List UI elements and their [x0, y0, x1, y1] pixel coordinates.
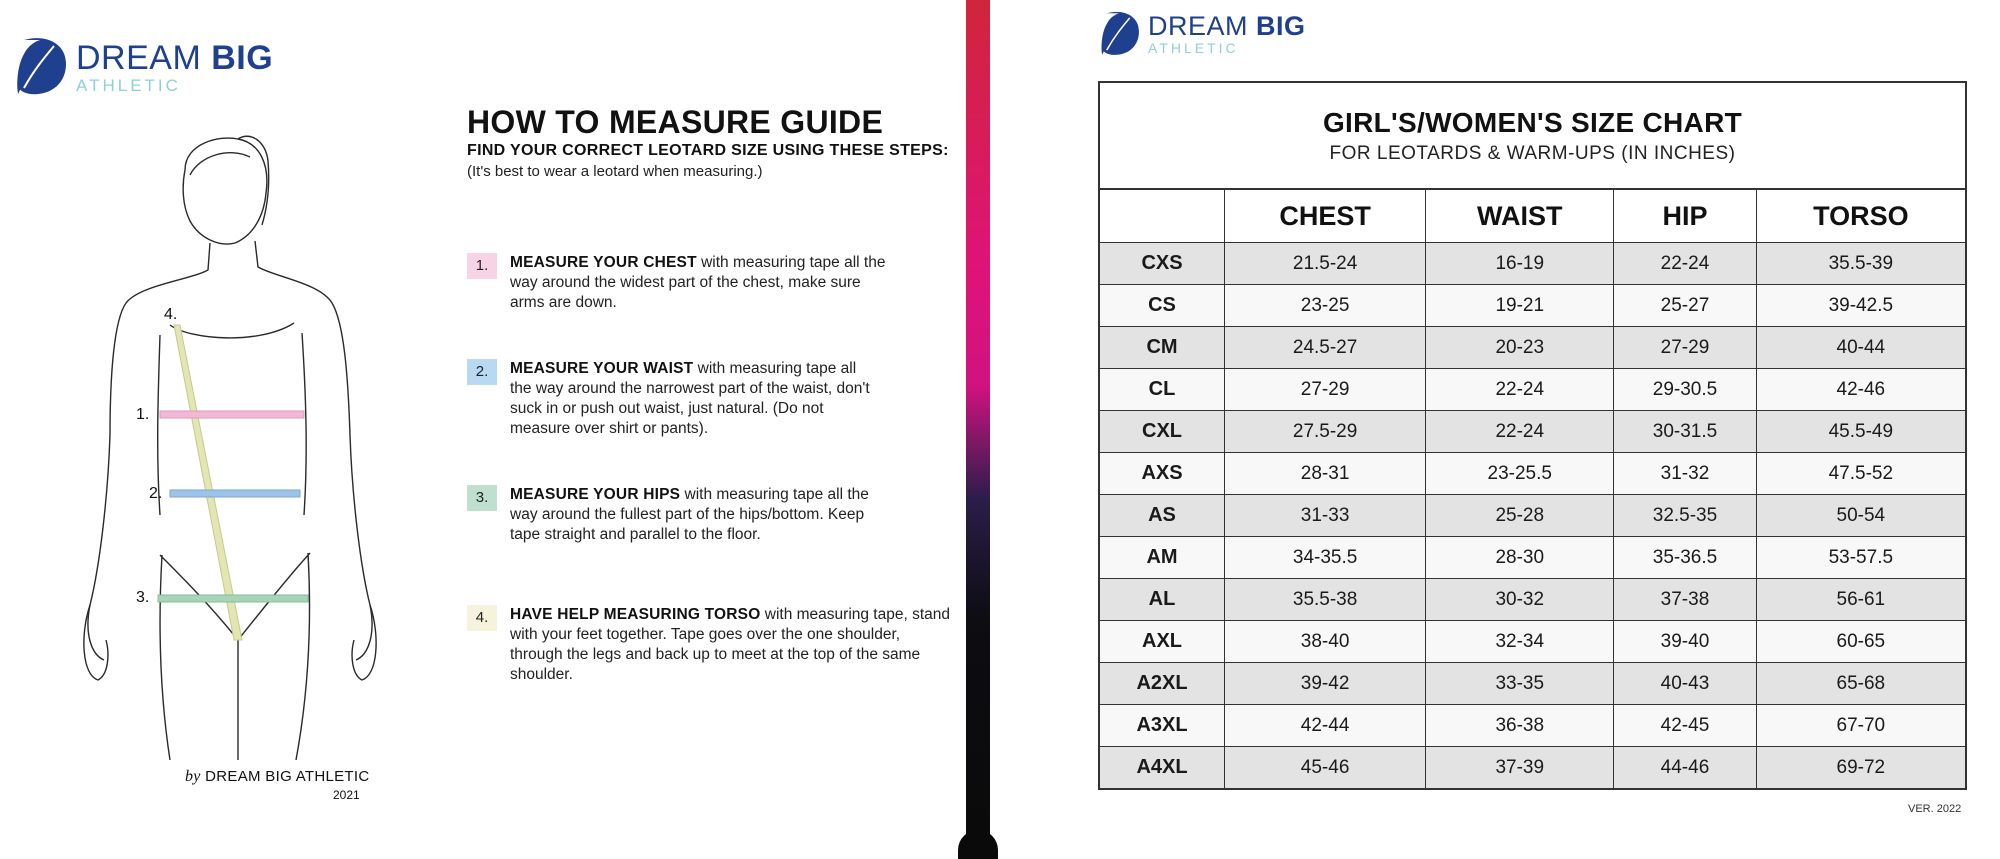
size-cell: AS — [1100, 495, 1225, 537]
size-table-row — [1100, 327, 1965, 369]
measurement-cell: 40-44 — [1756, 327, 1965, 369]
size-cell: A2XL — [1100, 663, 1225, 705]
chest-tape — [160, 411, 304, 418]
leotard-figure-illustration — [70, 135, 410, 770]
credit-name: DREAM BIG ATHLETIC — [205, 768, 370, 785]
logo-subline: ATHLETIC — [76, 75, 181, 95]
measurement-cell: 27-29 — [1225, 369, 1426, 411]
size-cell: CXL — [1100, 411, 1225, 453]
figure-label-torso: 4. — [164, 306, 178, 323]
body-outline — [84, 136, 376, 760]
measurement-cell: 29-30.5 — [1614, 369, 1756, 411]
measurement-cell: 25-28 — [1426, 495, 1614, 537]
size-table-row — [1100, 663, 1965, 705]
guide-note: (It's best to wear a leotard when measuring.) — [467, 163, 763, 180]
measure-guide-panel — [0, 0, 966, 859]
measurement-cell: 69-72 — [1756, 747, 1965, 789]
size-chart-header — [1100, 83, 1965, 190]
column-header-waist: WAIST — [1426, 190, 1614, 243]
size-cell: AXS — [1100, 453, 1225, 495]
column-header-size — [1100, 190, 1225, 243]
measurement-cell: 67-70 — [1756, 705, 1965, 747]
measurement-cell: 34-35.5 — [1225, 537, 1426, 579]
measurement-cell: 40-43 — [1614, 663, 1756, 705]
step-chest — [467, 253, 890, 313]
measurement-cell: 31-32 — [1614, 453, 1756, 495]
figure-label-chest: 1. — [136, 406, 150, 423]
logo-word-dream: DREAM — [76, 38, 202, 77]
measurement-cell: 21.5-24 — [1225, 243, 1426, 285]
step-torso — [467, 605, 955, 685]
measurement-cell: 35-36.5 — [1614, 537, 1756, 579]
measurement-cell: 20-23 — [1426, 327, 1614, 369]
measurement-cell: 45-46 — [1225, 747, 1426, 789]
column-header-chest: CHEST — [1225, 190, 1426, 243]
step-heading: MEASURE YOUR WAIST — [510, 360, 694, 377]
measurement-cell: 37-39 — [1426, 747, 1614, 789]
measurement-cell: 60-65 — [1756, 621, 1965, 663]
size-table-row — [1100, 537, 1965, 579]
measurement-cell: 28-30 — [1426, 537, 1614, 579]
step-number: 3. — [467, 485, 497, 511]
size-table — [1100, 190, 1965, 788]
measurement-cell: 24.5-27 — [1225, 327, 1426, 369]
measurement-cell: 30-32 — [1426, 579, 1614, 621]
page-divider — [966, 0, 990, 859]
feather-logo-icon — [1096, 8, 1142, 60]
measurement-cell: 27-29 — [1614, 327, 1756, 369]
measurement-cell: 25-27 — [1614, 285, 1756, 327]
size-table-row — [1100, 285, 1965, 327]
measurement-cell: 31-33 — [1225, 495, 1426, 537]
step-number: 2. — [467, 359, 497, 385]
measurement-cell: 53-57.5 — [1756, 537, 1965, 579]
measurement-cell: 36-38 — [1426, 705, 1614, 747]
size-cell: A4XL — [1100, 747, 1225, 789]
measurement-cell: 33-35 — [1426, 663, 1614, 705]
measurement-cell: 27.5-29 — [1225, 411, 1426, 453]
page-divider-foot — [958, 830, 998, 859]
logo-word-dream: DREAM — [1148, 11, 1249, 41]
measurement-cell: 32.5-35 — [1614, 495, 1756, 537]
size-cell: AL — [1100, 579, 1225, 621]
size-table-row — [1100, 495, 1965, 537]
torso-tape — [174, 325, 242, 640]
measurement-cell: 39-40 — [1614, 621, 1756, 663]
measurement-cell: 39-42 — [1225, 663, 1426, 705]
measurement-cell: 22-24 — [1426, 411, 1614, 453]
measurement-cell: 35.5-38 — [1225, 579, 1426, 621]
measurement-cell: 22-24 — [1426, 369, 1614, 411]
hips-tape — [158, 595, 308, 602]
size-cell: CM — [1100, 327, 1225, 369]
size-chart-subtitle: FOR LEOTARDS & WARM-UPS (IN INCHES) — [1329, 143, 1736, 164]
measurement-cell: 45.5-49 — [1756, 411, 1965, 453]
brand-logo-small — [1096, 8, 1306, 60]
step-body: with measuring tape, stand with your feet together. Tape goes over the one shoulder, through the legs and back up to meet at the top of the same shoulder. — [510, 606, 951, 683]
step-number: 4. — [467, 605, 497, 631]
step-waist — [467, 359, 878, 439]
measurement-cell: 47.5-52 — [1756, 453, 1965, 495]
size-table-row — [1100, 411, 1965, 453]
size-table-row — [1100, 579, 1965, 621]
measurement-cell: 30-31.5 — [1614, 411, 1756, 453]
version-label: VER. 2022 — [1908, 803, 1962, 815]
size-cell: A3XL — [1100, 705, 1225, 747]
size-table-header-row — [1100, 190, 1965, 243]
measurement-cell: 23-25 — [1225, 285, 1426, 327]
feather-logo-icon — [10, 34, 70, 100]
size-table-row — [1100, 705, 1965, 747]
step-body: with measuring tape all the way around the fullest part of the hips/bottom. Keep tape straight and parallel to the floor. — [510, 486, 869, 543]
measurement-cell: 37-38 — [1614, 579, 1756, 621]
size-table-row — [1100, 453, 1965, 495]
size-chart-title: GIRL'S/WOMEN'S SIZE CHART — [1322, 107, 1743, 138]
measurement-cell: 42-44 — [1225, 705, 1426, 747]
guide-subtitle: FIND YOUR CORRECT LEOTARD SIZE USING THESE STEPS: — [467, 142, 949, 159]
size-table-row — [1100, 243, 1965, 285]
size-cell: AXL — [1100, 621, 1225, 663]
step-heading: MEASURE YOUR CHEST — [510, 254, 697, 271]
column-header-hip: HIP — [1614, 190, 1756, 243]
measurement-cell: 56-61 — [1756, 579, 1965, 621]
size-table-row — [1100, 747, 1965, 789]
guide-title: HOW TO MEASURE GUIDE — [467, 104, 884, 140]
measurement-cell: 28-31 — [1225, 453, 1426, 495]
measurement-cell: 65-68 — [1756, 663, 1965, 705]
step-heading: MEASURE YOUR HIPS — [510, 486, 681, 503]
column-header-torso: TORSO — [1756, 190, 1965, 243]
measurement-cell: 39-42.5 — [1756, 285, 1965, 327]
measurement-cell: 42-46 — [1756, 369, 1965, 411]
measurement-cell: 42-45 — [1614, 705, 1756, 747]
size-cell: CXS — [1100, 243, 1225, 285]
credit-by: by — [185, 768, 201, 785]
size-cell: AM — [1100, 537, 1225, 579]
step-heading: HAVE HELP MEASURING TORSO — [510, 606, 761, 623]
step-number: 1. — [467, 253, 497, 279]
waist-tape — [170, 490, 300, 497]
credit-year: 2021 — [333, 788, 360, 802]
measurement-cell: 32-34 — [1426, 621, 1614, 663]
step-body: with measuring tape all the way around the widest part of the chest, make sure arms are down. — [510, 254, 886, 311]
measurement-cell: 38-40 — [1225, 621, 1426, 663]
figure-credit — [185, 768, 370, 786]
size-table-row — [1100, 369, 1965, 411]
measurement-cell: 19-21 — [1426, 285, 1614, 327]
figure-label-hips: 3. — [136, 589, 150, 606]
step-body: with measuring tape all the way around the narrowest part of the waist, don't suck in or push out waist, just natural. (Do not measure over shirt or pants). — [510, 360, 870, 437]
size-table-row — [1100, 621, 1965, 663]
measurement-cell: 16-19 — [1426, 243, 1614, 285]
measurement-cell: 23-25.5 — [1426, 453, 1614, 495]
logo-word-big: BIG — [211, 38, 274, 77]
figure-label-waist: 2. — [149, 485, 163, 502]
step-hips — [467, 485, 870, 545]
logo-word-big: BIG — [1256, 11, 1306, 41]
measurement-cell: 35.5-39 — [1756, 243, 1965, 285]
size-chart — [1098, 81, 1967, 790]
measurement-cell: 44-46 — [1614, 747, 1756, 789]
brand-logo — [10, 34, 273, 100]
size-cell: CL — [1100, 369, 1225, 411]
size-cell: CS — [1100, 285, 1225, 327]
logo-subline: ATHLETIC — [1148, 40, 1239, 56]
measurement-cell: 22-24 — [1614, 243, 1756, 285]
measurement-cell: 50-54 — [1756, 495, 1965, 537]
